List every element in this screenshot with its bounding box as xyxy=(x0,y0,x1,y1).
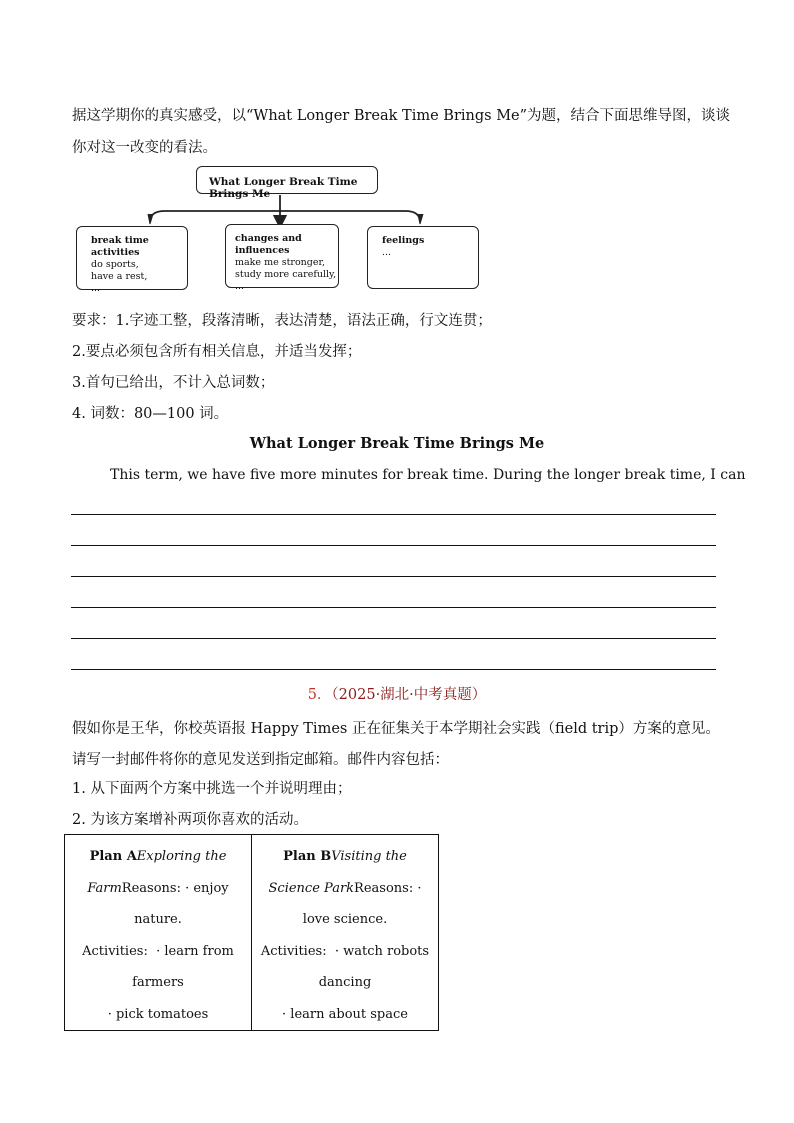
plan-name: Exploring the Farm xyxy=(87,849,227,896)
node-line: ... xyxy=(235,281,245,292)
node-heading: break time activities xyxy=(91,235,149,258)
question-source: （2025·湖北·中考真题） xyxy=(331,687,487,703)
requirement-2: 2.要点必须包含所有相关信息，并适当发挥； xyxy=(72,344,362,360)
reasons-text: · enjoy nature. xyxy=(134,880,229,927)
essay-first-sentence: This term, we have five more minutes for break time. During the longer break time, I can xyxy=(110,467,746,483)
node-line: study more carefully, xyxy=(235,269,337,280)
writing-line[interactable] xyxy=(71,545,716,546)
question-point-1: 1. 从下面两个方案中挑选一个并说明理由； xyxy=(72,781,352,797)
question-prompt: 假如你是王华，你校英语报 Happy Times 正在征集关于本学期社会实践（field trip）方案的意见。请写一封邮件将你的意见发送到指定邮箱。邮件内容包括： xyxy=(72,721,720,768)
essay-title: What Longer Break Time Brings Me xyxy=(249,435,545,452)
activity-item: · learn from farmers xyxy=(132,943,234,990)
node-line: have a rest, xyxy=(91,271,148,282)
plan-a-cell xyxy=(65,835,252,1031)
task-intro: 据这学期你的真实感受，以“What Longer Break Time Brings Me”为题，结合下面思维导图，谈谈你对这一改变的看法。 xyxy=(72,108,731,156)
requirement-4: 4. 词数：80—100 词。 xyxy=(72,406,229,422)
requirement-3: 3.首句已给出，不计入总词数； xyxy=(72,375,275,391)
writing-line[interactable] xyxy=(71,607,716,608)
node-line: do sports, xyxy=(91,259,139,270)
writing-line[interactable] xyxy=(71,514,716,515)
plan-label: Plan A xyxy=(89,849,137,864)
requirement-1: 要求：1.字迹工整，段落清晰，表达清楚，语法正确，行文连贯； xyxy=(72,313,492,329)
activities-label: Activities: xyxy=(82,943,148,959)
mindmap-node-feelings xyxy=(367,226,479,289)
reasons-label: Reasons: xyxy=(354,880,414,896)
question-point-2: 2. 为该方案增补两项你喜欢的活动。 xyxy=(72,812,308,828)
writing-line[interactable] xyxy=(71,576,716,577)
writing-line[interactable] xyxy=(71,638,716,639)
plan-label: Plan B xyxy=(283,849,332,864)
question-header xyxy=(0,683,794,704)
writing-line[interactable] xyxy=(71,669,716,670)
reasons-text: · love science. xyxy=(302,880,422,927)
node-heading: changes and influences xyxy=(235,233,302,256)
reasons-label: Reasons: xyxy=(121,880,181,896)
plan-b-cell xyxy=(252,835,439,1031)
mindmap-node-changes xyxy=(225,224,339,292)
question-number: 5． xyxy=(307,687,332,703)
activity-item: · learn about space xyxy=(282,1006,408,1022)
activity-item: · pick tomatoes xyxy=(107,1006,209,1022)
mindmap-title: What Longer Break Time Brings Me xyxy=(196,166,378,194)
plan-name: Visiting the Science Park xyxy=(268,849,407,896)
node-line: ... xyxy=(91,283,101,294)
node-heading: feelings xyxy=(382,235,425,246)
node-line: make me stronger, xyxy=(235,257,326,268)
activity-item: · watch robots dancing xyxy=(318,943,430,990)
mindmap-node-activities xyxy=(76,226,188,294)
node-line: ... xyxy=(382,247,392,258)
plans-table xyxy=(64,834,439,1031)
activities-label: Activities: xyxy=(260,943,327,959)
